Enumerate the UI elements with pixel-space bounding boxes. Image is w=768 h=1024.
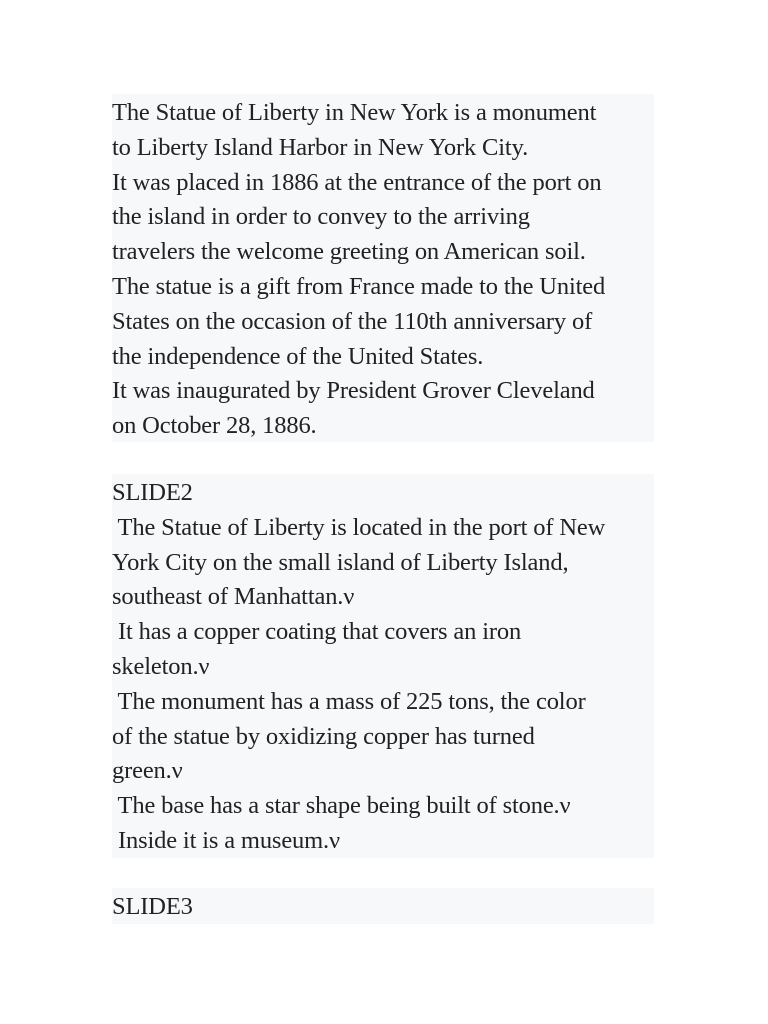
slide-heading: SLIDE3 [112,893,193,920]
text-line: The monument has a mass of 225 tons, the color [112,687,586,715]
text-block-slide2 [112,474,654,858]
text-line: on October 28, 1886. [112,412,317,440]
text-line: It was placed in 1886 at the entrance of the port on [112,168,602,196]
text-line: southeast of Manhattan.ν [112,583,355,611]
text-line: green.ν [112,757,183,785]
slide-heading: SLIDE2 [112,479,193,506]
text-line: to Liberty Island Harbor in New York City. [112,133,529,161]
text-line: of the statue by oxidizing copper has turned [112,722,535,750]
text-line: The Statue of Liberty is located in the port of New [112,513,606,541]
text-line: It was inaugurated by President Grover Cleveland [112,377,595,405]
text-line: travelers the welcome greeting on American soil. [112,238,586,266]
text-line: Inside it is a museum.ν [112,826,340,854]
text-block-slide3 [112,888,654,924]
text-line: The Statue of Liberty in New York is a monument [112,99,597,126]
text-line: It has a copper coating that covers an iron [112,618,522,646]
text-line: States on the occasion of the 110th anniversary of [112,307,593,335]
text-line: the independence of the United States. [112,342,484,370]
text-line: The base has a star shape being built of stone.ν [112,792,571,820]
text-line: The statue is a gift from France made to the United [112,272,606,300]
text-line: York City on the small island of Liberty Island, [112,548,569,576]
text-line: skeleton.ν [112,652,210,680]
text-line: the island in order to convey to the arriving [112,203,530,231]
text-block-intro [112,94,654,442]
